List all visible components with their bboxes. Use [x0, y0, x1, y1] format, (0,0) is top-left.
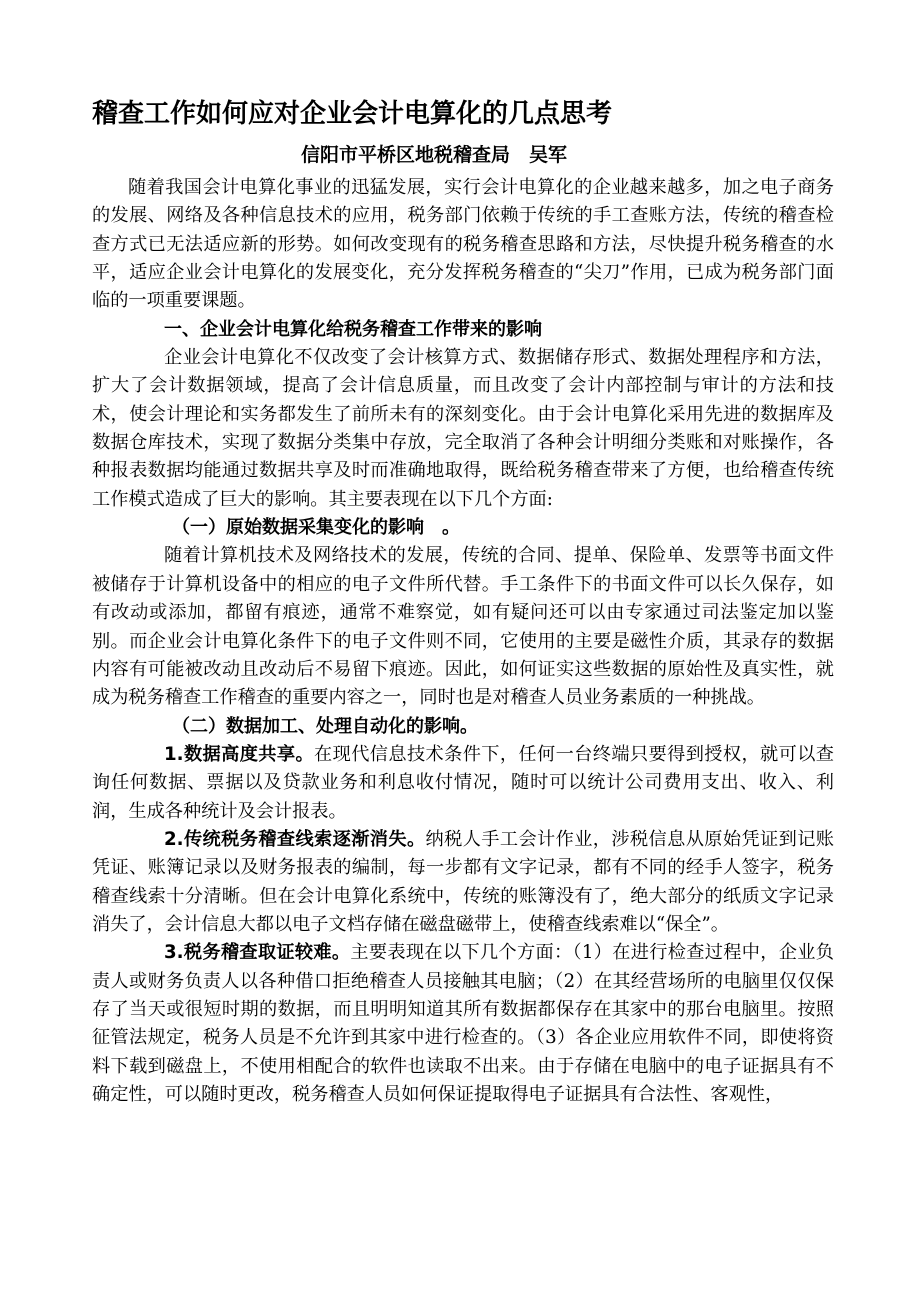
subsection-1-paragraph: 随着计算机技术及网络技术的发展，传统的合同、提单、保险单、发票等书面文件被储存于计算机设备中的相应的电子文件所代替。手工条件下的书面文件可以长久保存，如有改动或添加，都留有痕迹，通常不难察觉，如有疑问还可以由专家通过司法鉴定加以鉴别。而企业会计电算化条件下的电子文件则不同，它使用的主要是磁性介质，其录存的数据内容有可能被改动且改动后不易留下痕迹。因此，如何证实这些数据的原始性及真实性，就成为税务稽查工作稽查的重要内容之一，同时也是对稽查人员业务素质的一种挑战。 — [92, 545, 834, 709]
list-item-1 — [92, 741, 834, 826]
subsection-heading-2: （二）数据加工、处理自动化的影响。 — [172, 715, 478, 737]
list-item-1-lead: 1.数据高度共享。 — [164, 743, 315, 765]
document-title: 稽查工作如何应对企业会计电算化的几点思考 — [92, 99, 613, 129]
list-item-2 — [92, 826, 834, 939]
author-line: 信阳市平桥区地税稽查局 吴军 — [301, 144, 568, 166]
document-body — [92, 174, 834, 1109]
section-1-paragraph: 企业会计电算化不仅改变了会计核算方式、数据储存形式、数据处理程序和方法，扩大了会计数据领域，提高了会计信息质量，而且改变了会计内部控制与审计的方法和技术，使会计理论和实务都发生了前所未有的深刻变化。由于会计电算化采用先进的数据库及数据仓库技术，实现了数据分类集中存放，完全取消了各种会计明细分类账和对账操作，各种报表数据均能通过数据共享及时而准确地取得，既给税务稽查带来了方便，也给稽查传统工作模式造成了巨大的影响。其主要表现在以下几个方面: — [92, 347, 834, 510]
section-heading-1: 一、企业会计电算化给税务稽查工作带来的影响 — [164, 318, 542, 340]
list-item-1-text: 在现代信息技术条件下，任何一台终端只要得到授权，就可以查询任何数据、票据以及贷款业务和利息收付情况，随时可以统计公司费用支出、收入、利润，生成各种统计及会计报表。 — [92, 743, 834, 822]
list-item-3-text: 主要表现在以下几个方面：（1）在进行检查过程中，企业负责人或财务负责人以各种借口拒绝稽查人员接触其电脑；（2）在其经营场所的电脑里仅仅保存了当天或很短时期的数据，而且明明知道其所有数据都保存在其家中的那台电脑里。按照征管法规定，税务人员是不允许到其家中进行检查的。（3）各企业应用软件不同，即使将资料下载到磁盘上，不使用相配合的软件也读取不出来。由于存储在电脑中的电子证据具有不确定性，可以随时更改，税务稽查人员如何保证提取得电子证据具有合法性、客观性， — [92, 942, 834, 1105]
subsection-heading-1: （一）原始数据采集变化的影响 。 — [172, 517, 460, 539]
intro-paragraph: 随着我国会计电算化事业的迅猛发展，实行会计电算化的企业越来越多，加之电子商务的发展、网络及各种信息技术的应用，税务部门依赖于传统的手工查账方法，传统的稽查检查方式已无法适应新的形势。如何改变现有的税务稽查思路和方法，尽快提升税务稽查的水平，适应企业会计电算化的发展变化，充分发挥税务稽查的“尖刀”作用，已成为税务部门面临的一项重要课题。 — [92, 177, 834, 312]
list-item-2-text: 纳税人手工会计作业，涉税信息从原始凭证到记账凭证、账簿记录以及财务报表的编制，每一步都有文字记录，都有不同的经手人签字，税务稽查线索十分清晰。但在会计电算化系统中，传统的账簿没有了，绝大部分的纸质文字记录消失了，会计信息大都以电子文档存储在磁盘磁带上，使稽查线索难以“保全”。 — [92, 828, 834, 935]
list-item-3-lead: 3.税务稽查取证较难。 — [164, 942, 351, 964]
list-item-3 — [92, 939, 834, 1109]
list-item-2-lead: 2.传统税务稽查线索逐渐消失。 — [164, 828, 426, 850]
